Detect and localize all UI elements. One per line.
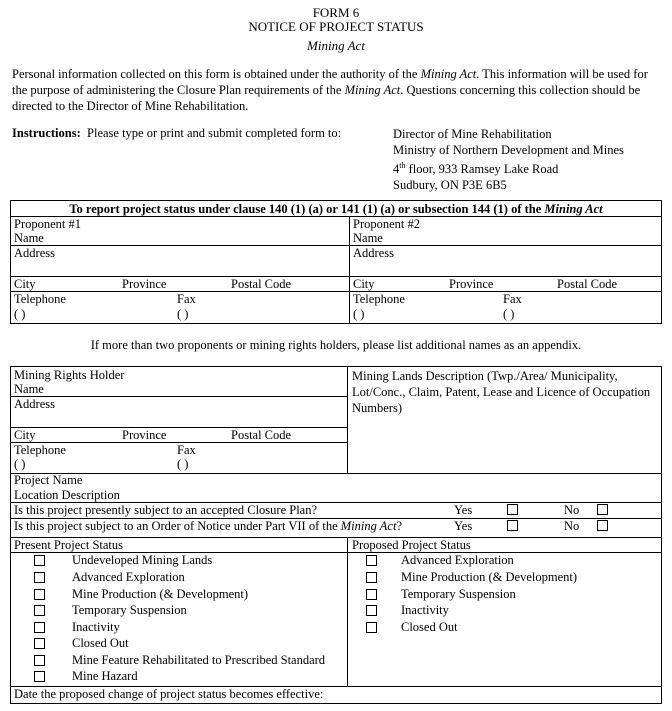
present-status-item: Mine Production (& Development) — [72, 587, 249, 601]
proponent1-province-label: Province — [122, 277, 167, 291]
proponent1-address-label: Address — [14, 246, 55, 260]
proposed-closed-out-checkbox[interactable] — [366, 622, 377, 633]
rights-holder-postal-label: Postal Code — [231, 428, 292, 442]
present-mine-production-checkbox[interactable] — [34, 589, 45, 600]
proposed-advanced-exploration-checkbox[interactable] — [366, 555, 377, 566]
proponent1-fax-label: Fax — [177, 292, 196, 306]
proponent2-telephone-label: Telephone — [353, 292, 405, 306]
closure-plan-no-checkbox[interactable] — [597, 504, 608, 515]
effective-date-label: Date the proposed change of project status becomes effective: — [14, 687, 324, 701]
proponents-header: To report project status under clause 140 (1) (a) or 141 (1) (a) or subsection 144 (1) of the Mining Act — [69, 202, 603, 216]
present-closed-out-checkbox[interactable] — [34, 638, 45, 649]
proponent1-fax-field[interactable]: ( ) — [177, 307, 189, 321]
present-advanced-exploration-checkbox[interactable] — [34, 572, 45, 583]
proposed-mine-production-checkbox[interactable] — [366, 572, 377, 583]
form-title: NOTICE OF PROJECT STATUS — [248, 19, 424, 34]
proposed-status-item: Closed Out — [401, 620, 458, 634]
rights-holder-address-label: Address — [14, 397, 55, 411]
present-status-item: Mine Feature Rehabilitated to Prescribed Standard — [72, 653, 326, 667]
rights-holder-fax-field[interactable]: ( ) — [177, 457, 189, 471]
appendix-note: If more than two proponents or mining rights holders, please list additional names as an appendix. — [90, 338, 582, 352]
rights-holder-city-label: City — [14, 428, 36, 442]
order-notice-no-label: No — [564, 519, 580, 533]
rights-holder-tel-field[interactable]: ( ) — [14, 457, 26, 471]
rights-holder-province-label: Province — [122, 428, 167, 442]
act-name: Mining Act — [307, 38, 365, 53]
present-mine-hazard-checkbox[interactable] — [34, 671, 45, 682]
present-status-item: Mine Hazard — [72, 669, 138, 683]
proponent2-fax-label: Fax — [503, 292, 522, 306]
order-notice-no-checkbox[interactable] — [597, 520, 608, 531]
project-name-label: Project Name — [14, 473, 83, 487]
present-status-item: Undeveloped Mining Lands — [72, 553, 213, 567]
instructions — [12, 126, 341, 141]
proponent1-city-label: City — [14, 277, 36, 291]
rights-holder-name-label: Name — [14, 382, 44, 396]
present-status-item: Advanced Exploration — [72, 570, 185, 584]
present-undeveloped-checkbox[interactable] — [34, 555, 45, 566]
proponent2-address-label: Address — [353, 246, 394, 260]
proponent2-title: Proponent #2 — [353, 217, 421, 231]
present-status-item: Inactivity — [72, 620, 120, 634]
proponent1-tel-field[interactable]: ( ) — [14, 307, 26, 321]
proponent2-city-label: City — [353, 277, 375, 291]
closure-plan-yes-checkbox[interactable] — [507, 504, 518, 515]
proponents-table — [10, 200, 662, 324]
proposed-status-item: Advanced Exploration — [401, 553, 514, 567]
proponent2-postal-label: Postal Code — [557, 277, 618, 291]
present-status-item: Temporary Suspension — [72, 603, 187, 617]
rights-holder-title: Mining Rights Holder — [14, 368, 125, 382]
form-number: FORM 6 — [312, 5, 360, 20]
proponent2-name-label: Name — [353, 231, 383, 245]
proponent2-province-label: Province — [449, 277, 494, 291]
order-notice-question: Is this project subject to an Order of Notice under Part VII of the Mining Act? — [14, 519, 402, 533]
proponent1-postal-label: Postal Code — [231, 277, 292, 291]
rights-holder-fax-label: Fax — [177, 443, 196, 457]
proposed-status-item: Temporary Suspension — [401, 587, 516, 601]
present-inactivity-checkbox[interactable] — [34, 622, 45, 633]
submission-address: Director of Mine Rehabilitation Ministry of Northern Development and Mines 4th floor, 933 Ramsey Lake Road Sudbury, ON P3E 6B5 — [393, 127, 624, 193]
present-status-item: Closed Out — [72, 636, 129, 650]
proponent1-telephone-label: Telephone — [14, 292, 66, 306]
proposed-inactivity-checkbox[interactable] — [366, 605, 377, 616]
proposed-status-title: Proposed Project Status — [352, 538, 471, 552]
present-temporary-suspension-checkbox[interactable] — [34, 605, 45, 616]
proponent1-name-label: Name — [14, 231, 44, 245]
order-notice-yes-checkbox[interactable] — [507, 520, 518, 531]
instructions-text: Please type or print and submit completed form to: — [87, 126, 342, 140]
proponent2-tel-field[interactable]: ( ) — [353, 307, 365, 321]
proponent2-fax-field[interactable]: ( ) — [503, 307, 515, 321]
present-status-title: Present Project Status — [14, 538, 124, 552]
form-header — [0, 6, 672, 34]
present-rehabilitated-checkbox[interactable] — [34, 655, 45, 666]
proposed-status-item: Inactivity — [401, 603, 449, 617]
closure-plan-yes-label: Yes — [454, 503, 473, 517]
closure-plan-no-label: No — [564, 503, 580, 517]
proponent1-title: Proponent #1 — [14, 217, 82, 231]
mining-lands-description-label: Mining Lands Description (Twp./Area/ Municipality, Lot/Conc., Claim, Patent, Lease and Licence of Occupation Numbers) — [352, 369, 651, 415]
closure-plan-question: Is this project presently subject to an accepted Closure Plan? — [14, 503, 318, 517]
proposed-status-item: Mine Production (& Development) — [401, 570, 578, 584]
order-notice-yes-label: Yes — [454, 519, 473, 533]
proposed-temporary-suspension-checkbox[interactable] — [366, 589, 377, 600]
instructions-label: Instructions: — [12, 126, 81, 140]
rights-holder-telephone-label: Telephone — [14, 443, 66, 457]
location-description-label: Location Description — [14, 488, 120, 502]
privacy-notice: Personal information collected on this form is obtained under the authority of the Mining Act. This information will be used for the purpose of administering the Closure Plan requirements of the Mining Act. Questions concerning this collection should be directed to the Director of Mine Rehabilitation. — [12, 67, 648, 113]
